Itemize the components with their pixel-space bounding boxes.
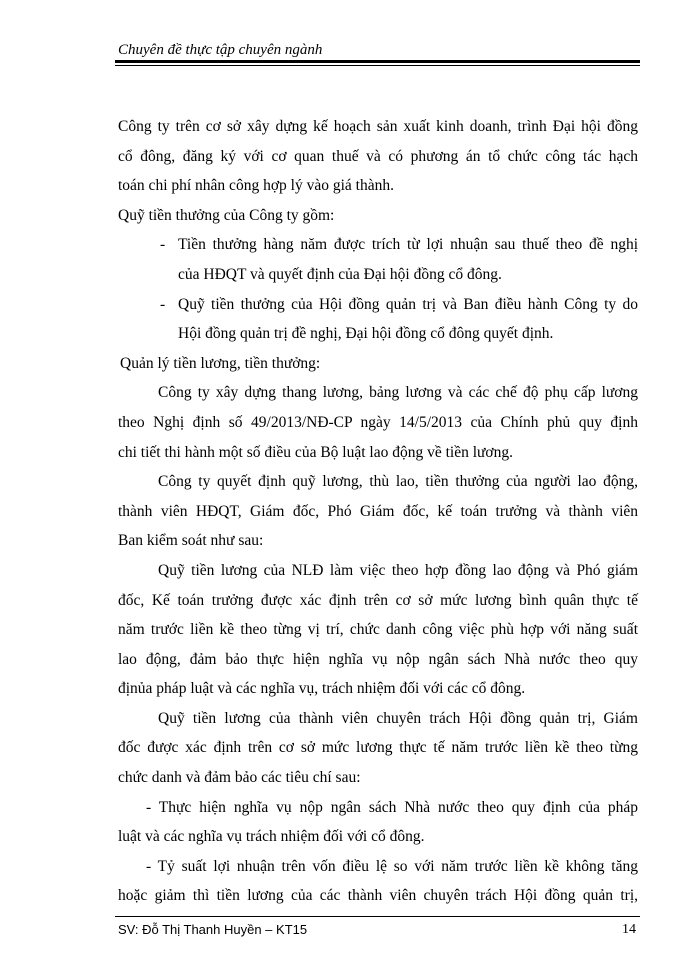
- page-number: 14: [622, 922, 636, 937]
- header-rule-thin: [115, 65, 640, 66]
- bullet-item: [118, 290, 638, 320]
- text-line: chi tiết thi hành một số điều của Bộ luật lao động về tiền lương.: [118, 443, 513, 461]
- text-line: lao động, đảm bảo thực hiện nghĩa vụ nộp ngân sách Nhà nước theo quy: [118, 650, 638, 668]
- bullet-item: [118, 230, 638, 260]
- text-line: Quỹ tiền thưởng của Công ty gồm:: [118, 206, 335, 224]
- bullet-continuation: Hội đồng quản trị đề nghị, Đại hội đồng cổ đông quyết định.: [178, 325, 554, 343]
- footer-student: SV: Đỗ Thị Thanh Huyền – KT15: [118, 922, 308, 937]
- section-heading: Quản lý tiền lương, tiền thưởng:: [120, 354, 321, 372]
- text-line: địnủa pháp luật và các nghĩa vụ, trách nhiệm đối với các cổ đông.: [118, 680, 526, 698]
- footer-rule: [115, 916, 640, 917]
- text-line: Ban kiểm soát như sau:: [118, 532, 264, 550]
- text-line: hoặc giảm thì tiền lương của các thành viên chuyên trách Hội đồng quản trị,: [118, 887, 638, 905]
- text-line: - Tỷ suất lợi nhuận trên vốn điều lệ so với năm trước liền kề không tăng: [146, 857, 638, 875]
- text-line: Công ty quyết định quỹ lương, thù lao, tiền thưởng của người lao động,: [158, 473, 638, 491]
- body-text: [118, 112, 638, 911]
- text-line: đốc, Kế toán trưởng được xác định trên cơ sở mức lương bình quân thực tế: [118, 591, 638, 609]
- text-line: chức danh và đảm bảo các tiêu chí sau:: [118, 769, 361, 787]
- text-line: luật và các nghĩa vụ trách nhiệm đối với cổ đông.: [118, 828, 425, 846]
- bullet-text: Quỹ tiền thưởng của Hội đồng quản trị và Ban điều hành Công ty do: [178, 295, 638, 313]
- text-line: Quỹ tiền lương của thành viên chuyên trách Hội đồng quản trị, Giám: [158, 709, 638, 727]
- bullet-dash: -: [160, 236, 166, 254]
- text-line: - Thực hiện nghĩa vụ nộp ngân sách Nhà nước theo quy định của pháp: [146, 798, 638, 816]
- text-line: đốc được xác định trên cơ sở mức lương thực tế năm trước liền kề theo từng: [118, 739, 638, 757]
- text-line: Quỹ tiền lương của NLĐ làm việc theo hợp đồng lao động và Phó giám: [158, 561, 638, 579]
- text-line: toán chi phí nhân công hợp lý vào giá thành.: [118, 177, 394, 195]
- text-line: cổ đông, đăng ký với cơ quan thuế và có phương án tổ chức công tác hạch: [118, 147, 638, 165]
- text-line: Công ty trên cơ sở xây dựng kế hoạch sản xuất kinh doanh, trình Đại hội đồng: [118, 118, 638, 135]
- text-line: năm trước liền kề theo từng vị trí, chức danh công việc phù hợp với năng suất: [118, 621, 638, 639]
- bullet-text: Tiền thưởng hàng năm được trích từ lợi nhuận sau thuế theo đề nghị: [178, 236, 638, 254]
- text-line: thành viên HĐQT, Giám đốc, Phó Giám đốc, kế toán trưởng và thành viên: [118, 502, 638, 520]
- header-rule-thick: [115, 60, 640, 63]
- bullet-continuation: của HĐQT và quyết định của Đại hội đồng cổ đông.: [178, 265, 502, 283]
- header-title: Chuyên đề thực tập chuyên ngành: [118, 42, 323, 58]
- text-line: theo Nghị định số 49/2013/NĐ-CP ngày 14/5/2013 của Chính phủ quy định: [118, 413, 638, 431]
- text-line: Công ty xây dựng thang lương, bảng lương và các chế độ phụ cấp lương: [158, 384, 638, 402]
- bullet-dash: -: [160, 295, 166, 313]
